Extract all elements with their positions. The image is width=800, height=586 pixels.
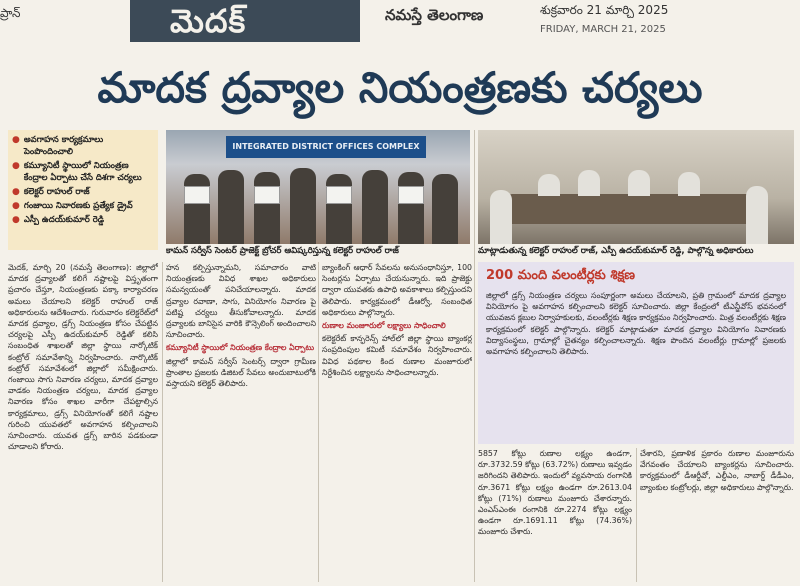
- masthead-left-text: ప్రాన్: [0, 6, 21, 20]
- article-text: బ్యాంకింగ్ ఆధార్ సేవలను అనుసంధానిస్తూ, 100 సెంటర్లను ఏర్పాటు చేయనున్నారు. ఇది ప్రాజెక్టు ద్వారా యువతకు ఉపాధి అవకాశాలు కల్పిస్తుందని తెలిపారు. కార్యక్రమంలో డీఆర్వో, సంబంధిత అధికారులు పాల్గొన్నారు.: [322, 263, 472, 317]
- column-divider: [474, 130, 475, 582]
- photo-banner-text: INTEGRATED DISTRICT OFFICES COMPLEX: [226, 136, 426, 158]
- article-text: 5857 కోట్లు రుణాల లక్ష్యం ఉండగా, రూ.3732.59 కోట్లు (63.72%) రుణాలు ఇవ్వడం జరిగిందని తెలిపారు. ఇందులో వ్యవసాయ రంగానికి రూ.3671 కోట్లు లక్ష్యం ఉండగా రూ.2613.04 కోట్లు (71%) రుణాలు మంజూరు చేశారన్నారు. ఎంఎస్ఎంఈ రంగానికి రూ.2274 కోట్లు లక్ష్యం ఉండగా రూ.1691.11 కోట్లు (74.36%) మంజూరు చేశారు.: [478, 449, 632, 537]
- highlight-item: [12, 214, 154, 226]
- photo-figure: [398, 172, 424, 244]
- article-text: జిల్లాలో కామన్ సర్వీస్ సెంటర్స్ ద్వారా గ్రామీణ ప్రాంతాల ప్రజలకు డిజిటల్ సేవలు అందుబాటులోకి వస్తాయని కలెక్టర్ తెలిపారు.: [166, 356, 316, 389]
- article-text: కలెక్టరేట్ కాన్ఫరెన్స్ హాల్‌లో జిల్లా స్థాయి బ్యాంకర్ల సంప్రదింపుల కమిటీ సమావేశం నిర్వహించారు. వివిధ పథకాల కింద రుణాల మంజూరులో నిర్దేశించిన లక్ష్యాలను సాధించాలన్నారు.: [322, 334, 472, 377]
- photo-figure: [254, 172, 280, 244]
- sidebar-story-title: 200 మంది వలంటీర్లకు శిక్షణ: [486, 268, 635, 283]
- article-column-2: [166, 262, 316, 582]
- photo-meeting: [478, 130, 794, 244]
- masthead: [0, 0, 800, 48]
- article-text: హన కల్పిస్తున్నామని, సమాచారం వాటి నియంత్రణకు వివిధ శాఖల అధికారులు సమన్వయంతో పనిచేయాలన్నారు. మాదక ద్రవ్యాల రవాణా, సాగు, వినియోగం నివారణ పై పటిష్ట చర్యలు తీసుకోవాలన్నారు. మాదక ద్రవ్యాలకు బానిసైన వారికి కౌన్సెలింగ్ అందించాలని సూచించారు.: [166, 263, 316, 340]
- bullet-icon: ●: [12, 201, 20, 211]
- article-column-5: [640, 448, 794, 582]
- article-column-4: [478, 448, 632, 582]
- date-telugu: శుక్రవారం 21 మార్చి 2025: [540, 3, 669, 17]
- highlights-box: [8, 130, 158, 250]
- meeting-table: [508, 194, 758, 224]
- article-column-3: [322, 262, 472, 582]
- brochure-image: [254, 186, 280, 204]
- photo-brochure-release: [166, 130, 470, 244]
- highlight-text: ఎస్పీ ఉదయ్‌కుమార్ రెడ్డి: [23, 215, 105, 225]
- photo-figure: [538, 174, 560, 196]
- photo-figure: [678, 172, 700, 196]
- bullet-icon: ●: [12, 135, 20, 145]
- photo-figure: [578, 170, 600, 196]
- highlight-text: కలెక్టర్ రాహుల్ రాజ్: [23, 187, 90, 197]
- highlight-item: [12, 200, 154, 212]
- newspaper-name: నమస్తే తెలంగాణ: [385, 6, 484, 24]
- bullet-icon: ●: [12, 215, 20, 225]
- article-text: చేశారని, ప్రణాళిక ప్రకారం రుణాల మంజూరును వేగవంతం చేయాలని బ్యాంకర్లను సూచించారు. కార్యక్రమంలో డీఆర్డీవో, ఎల్డీఎం, నాబార్డ్ డీడీఎం, బ్యాంకుల కంట్రోలర్లు, జిల్లా అధికారులు పాల్గొన్నారు.: [640, 449, 794, 492]
- photo-figure: [362, 170, 388, 244]
- date-english: FRIDAY, MARCH 21, 2025: [540, 24, 666, 35]
- photo-figure: [490, 190, 512, 244]
- brochure-image: [398, 186, 424, 204]
- highlight-item: [12, 134, 154, 158]
- photo-figure: [628, 170, 650, 196]
- sidebar-story-body: జిల్లాలో డ్రగ్స్ నియంత్రణ చర్యలు సంపూర్ణంగా అమలు చేయాలని, ప్రతి గ్రామంలో మాదక ద్రవ్యాల వినియోగం పై అవగాహన కల్పించాలని కలెక్టర్ సూచించారు. జిల్లా కేంద్రంలో టీఎన్జీవోస్ భవనంలో యువజన క్లబుల నిర్వాహకులకు, వలంటీర్లకు శిక్షణ కార్యక్రమం నిర్వహించారు. మిత్ర వలంటీర్లకు శిక్షణ కార్యక్రమంలో కలెక్టర్ పాల్గొన్నారు. కలెక్టర్ మాట్లాడుతూ మాదక ద్రవ్యాల వినియోగం నివారణకు విద్యాసంస్థలు, గ్రామాల్లో చైతన్యం కల్పించాలన్నారు. శిక్షణ పొందిన వలంటీర్లు గ్రామాల్లో ప్రజలకు అవగాహన కల్పించాలని తెలిపారు.: [486, 291, 786, 357]
- photo-figure: [184, 174, 210, 244]
- column-divider: [162, 262, 163, 582]
- article-column-1: [8, 262, 158, 582]
- highlight-text: అవగాహన కార్యక్రమాలు పెంపొందించాలి: [23, 135, 104, 157]
- photo-figure: [290, 168, 316, 244]
- subheading: రుణాల మంజూరులో లక్ష్యాలు సాధించాలి: [322, 321, 446, 331]
- bullet-icon: ●: [12, 161, 20, 171]
- headline: మాదక ద్రవ్యాల నియంత్రణకు చర్యలు: [97, 63, 703, 112]
- highlight-text: కమ్యూనిటీ స్థాయిలో నియంత్రణ కేంద్రాల ఏర్పాటు చేసే దిశగా చర్యలు: [23, 161, 142, 183]
- column-divider: [636, 448, 637, 582]
- photo-figure: [326, 174, 352, 244]
- bullet-icon: ●: [12, 187, 20, 197]
- highlight-item: [12, 186, 154, 198]
- column-divider: [318, 262, 319, 582]
- section-name: మెదక్: [170, 2, 247, 40]
- highlight-item: [12, 160, 154, 184]
- brochure-image: [184, 186, 210, 204]
- photo1-caption: కామన్ సర్వీస్ సెంటర్ ప్రాజెక్ట్ బ్రోచర్ ఆవిష్కరిస్తున్న కలెక్టర్ రాహుల్ రాజ్: [166, 246, 399, 256]
- photo-figure: [746, 186, 768, 244]
- sidebar-story-box: [478, 262, 794, 444]
- photo-figure: [432, 174, 458, 244]
- section-banner: [130, 0, 360, 42]
- subheading: కమ్యూనిటీ స్థాయిలో నియంత్రణ కేంద్రాల ఏర్పాటు: [166, 343, 315, 353]
- article-text: మెదక్, మార్చి 20 (నమస్తే తెలంగాణ): జిల్లాలో మాదక ద్రవ్యాలతో కలిగే నష్టాలపై విస్తృతంగా ప్రచారం చేస్తూ, నియంత్రణకు పక్కా కార్యాచరణ అమలు చేయాలని కలెక్టర్ రాహుల్ రాజ్ అధికారులను ఆదేశించారు. గురువారం కలెక్టరేట్‌లో మాదక ద్రవ్యాల, డ్రగ్స్ నియంత్రణ కోసం చేపట్టిన చర్యలపై ఎస్పీ ఉదయ్‌కుమార్ రెడ్డితో కలిసి సంబంధిత శాఖలతో జిల్లా స్థాయి నార్కోటిక్ కంట్రోల్ సమావేశాన్ని నిర్వహించారు. నార్కొటిక్ కంట్రోల్ సమావేశంలో జిల్లాలో సమీక్షించారు. గంజాయి సాగు నివారణ చర్యలు, మాదక ద్రవ్యాల వాడకం నియంత్రణ చర్యలు, మాదక ద్రవ్యాల నివారణ కోసం శాఖల వారీగా చేపట్టాల్సిన కార్యక్రమాలు, డ్రగ్స్ వినియోగంతో కలిగే నష్టాల గురించి యువతలో అవగాహన కల్పించాలని సూచించారు. యువత డ్రగ్స్ బారిన పడకుండా చూడాలని కోరారు.: [8, 263, 158, 452]
- photo-figure: [218, 170, 244, 244]
- photo2-caption: మాట్లాడుతున్న కలెక్టర్ రాహుల్ రాజ్, ఎస్పీ ఉదయ్‌కుమార్ రెడ్డి, పాల్గొన్న అధికారులు: [478, 246, 754, 256]
- brochure-image: [326, 186, 352, 204]
- highlight-text: గంజాయి నివారణకు ప్రత్యేక డ్రైవ్: [23, 201, 133, 211]
